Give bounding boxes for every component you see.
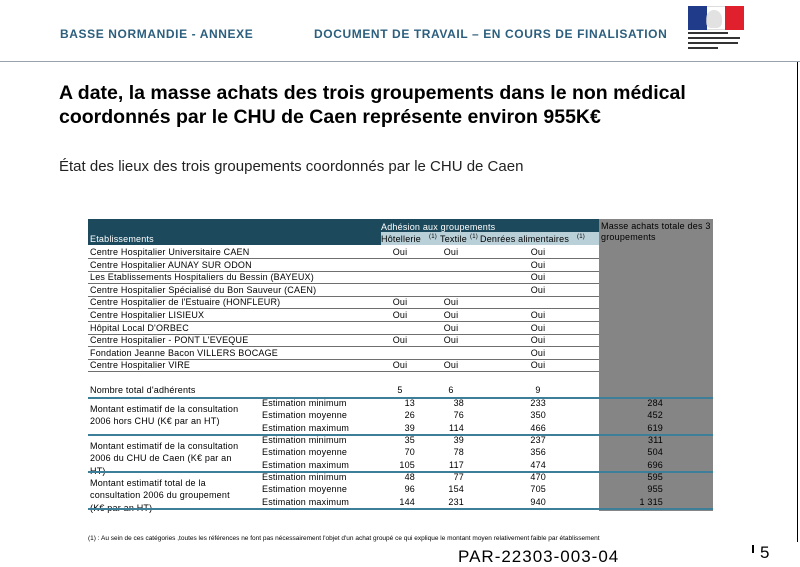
header-adhesion-cell <box>381 219 599 232</box>
page-number: 5 <box>760 543 770 562</box>
total-hotellerie: 5 <box>397 385 403 395</box>
header-denrees-note: (1) <box>577 234 585 240</box>
denrees-value: Oui <box>530 310 546 320</box>
montant-label: Montant estimatif total de la <box>90 478 206 488</box>
masse-amount: 284 <box>647 398 663 408</box>
estimation-label: Estimation minimum <box>262 398 347 408</box>
textile-amount: 78 <box>453 447 464 458</box>
hotellerie-value: Oui <box>392 335 408 346</box>
textile-value: Oui <box>443 247 459 257</box>
montant-label: 2006 du CHU de Caen (K€ par an <box>90 453 232 464</box>
document-reference: PAR-22303-003-04 <box>458 547 620 566</box>
estimation-label: Estimation moyenne <box>262 484 348 495</box>
masse-amount: 504 <box>647 447 663 458</box>
textile-amount: 39 <box>453 435 464 445</box>
hotellerie-amount: 96 <box>404 484 415 495</box>
textile-amount: 114 <box>449 422 464 433</box>
hotellerie-value: Oui <box>392 247 408 257</box>
textile-amount: 38 <box>453 398 464 408</box>
denrees-amount: 237 <box>530 435 546 445</box>
total-adherents-label: Nombre total d'adhérents <box>90 385 196 395</box>
page-subtitle: État des lieux des trois groupements coordonnés par le CHU de Caen <box>59 158 524 175</box>
page-title: A date, la masse achats des trois groupements dans le non médical coordonnés par le CHU de Caen représente environ 955K€ <box>59 82 686 128</box>
block-divider <box>88 508 713 510</box>
header-masse-cell <box>599 219 713 245</box>
footnote: (1) : Au sein de ces catégories ,toutes les références ne font pas nécessairement l'objet d'un achat groupé ce qui explique le montant moyen relativement faible par établissement <box>88 535 600 542</box>
denrees-value: Oui <box>530 284 546 295</box>
header-divider <box>0 61 800 62</box>
estimation-label: Estimation minimum <box>262 435 347 445</box>
hotellerie-value: Oui <box>392 310 408 320</box>
row-divider <box>88 371 599 372</box>
groupements-table <box>88 219 713 511</box>
etablissement-name: Centre Hospitalier de l'Estuaire (HONFLEUR) <box>90 297 281 308</box>
header-hotellerie-note: (1) <box>429 234 437 240</box>
hotellerie-amount: 13 <box>404 398 415 408</box>
denrees-amount: 940 <box>530 496 546 507</box>
hotellerie-value: Oui <box>392 360 408 371</box>
denrees-amount: 356 <box>530 447 546 458</box>
denrees-amount: 466 <box>530 422 546 433</box>
hotellerie-amount: 105 <box>399 459 415 470</box>
textile-value: Oui <box>443 310 459 320</box>
montant-label: Montant estimatif de la consultation <box>90 441 239 451</box>
ministry-logo-text <box>688 32 746 52</box>
denrees-value: Oui <box>530 360 546 371</box>
denrees-amount: 705 <box>530 484 546 495</box>
masse-amount: 696 <box>647 459 663 470</box>
header-masse: Masse achats totale des 3 groupements <box>601 221 711 242</box>
textile-value: Oui <box>443 322 459 333</box>
estimation-label: Estimation moyenne <box>262 447 348 458</box>
montant-label: consultation 2006 du groupement <box>90 490 230 501</box>
textile-amount: 76 <box>453 410 464 421</box>
total-denrees: 9 <box>535 385 541 395</box>
montant-label: Montant estimatif de la consultation <box>90 404 239 414</box>
estimation-label: Estimation moyenne <box>262 410 348 421</box>
estimation-label: Estimation maximum <box>262 422 350 433</box>
hotellerie-amount: 39 <box>404 422 415 433</box>
marianne-icon <box>706 10 722 28</box>
masse-amount: 1 315 <box>639 496 663 507</box>
denrees-value: Oui <box>530 247 546 257</box>
textile-value: Oui <box>443 297 459 308</box>
etablissement-name: Centre Hospitalier AUNAY SUR ODON <box>90 259 252 270</box>
etablissement-name: Centre Hospitalier - PONT L'EVEQUE <box>90 335 249 346</box>
hotellerie-amount: 26 <box>404 410 415 421</box>
denrees-value: Oui <box>530 347 546 358</box>
estimation-label: Estimation maximum <box>262 496 350 507</box>
header-hotellerie: Hôtellerie <box>381 234 422 244</box>
hotellerie-amount: 48 <box>404 472 415 482</box>
ministry-logo <box>686 6 748 58</box>
estimation-label: Estimation maximum <box>262 459 350 470</box>
textile-amount: 231 <box>448 496 464 507</box>
masse-amount: 955 <box>647 484 663 495</box>
header-categories-cell <box>381 232 599 245</box>
etablissement-name: Fondation Jeanne Bacon VILLERS BOCAGE <box>90 347 279 358</box>
denrees-value: Oui <box>530 335 546 346</box>
header-textile: Textile <box>440 234 467 244</box>
masse-amount: 619 <box>647 422 663 433</box>
page-edge-line <box>797 62 798 542</box>
denrees-amount: 470 <box>530 472 546 482</box>
etablissement-name: Centre Hospitalier Universitaire CAEN <box>90 247 250 257</box>
denrees-value: Oui <box>530 322 546 333</box>
masse-amount: 452 <box>647 410 663 421</box>
hotellerie-amount: 35 <box>404 435 415 445</box>
etablissement-name: Centre Hospitalier VIRE <box>90 360 191 371</box>
montant-label: 2006 hors CHU (K€ par an HT) <box>90 416 220 427</box>
footer-separator <box>752 545 754 553</box>
denrees-amount: 474 <box>530 459 546 470</box>
etablissement-name: Centre Hospitalier LISIEUX <box>90 310 205 320</box>
denrees-amount: 233 <box>530 398 546 408</box>
hotellerie-amount: 70 <box>404 447 415 458</box>
textile-amount: 154 <box>448 484 464 495</box>
header-etablissements-cell <box>88 219 381 245</box>
denrees-amount: 350 <box>530 410 546 421</box>
textile-amount: 77 <box>453 472 464 482</box>
header-adhesion: Adhésion aux groupements <box>381 222 496 232</box>
header-etablissements: Etablissements <box>90 234 154 244</box>
header-denrees: Denrées alimentaires <box>480 234 570 244</box>
header-left-label: BASSE NORMANDIE - ANNEXE <box>60 27 254 41</box>
hotellerie-value: Oui <box>392 297 408 308</box>
etablissement-name: Hôpital Local D'ORBEC <box>90 322 189 333</box>
masse-amount: 595 <box>647 472 663 482</box>
masse-amount: 311 <box>648 435 663 445</box>
denrees-value: Oui <box>530 272 546 283</box>
etablissement-name: Les Etablissements Hospitaliers du Bessin (BAYEUX) <box>90 272 314 283</box>
estimation-label: Estimation minimum <box>262 472 347 482</box>
textile-value: Oui <box>443 335 459 346</box>
header-textile-note: (1) <box>470 234 478 240</box>
hotellerie-amount: 144 <box>399 496 415 507</box>
denrees-value: Oui <box>530 259 546 270</box>
header-middle-label: DOCUMENT DE TRAVAIL – EN COURS DE FINALISATION <box>314 27 668 41</box>
total-textile: 6 <box>448 385 454 395</box>
etablissement-name: Centre Hospitalier Spécialisé du Bon Sauveur (CAEN) <box>90 284 317 295</box>
textile-amount: 117 <box>449 459 464 470</box>
textile-value: Oui <box>443 360 459 371</box>
